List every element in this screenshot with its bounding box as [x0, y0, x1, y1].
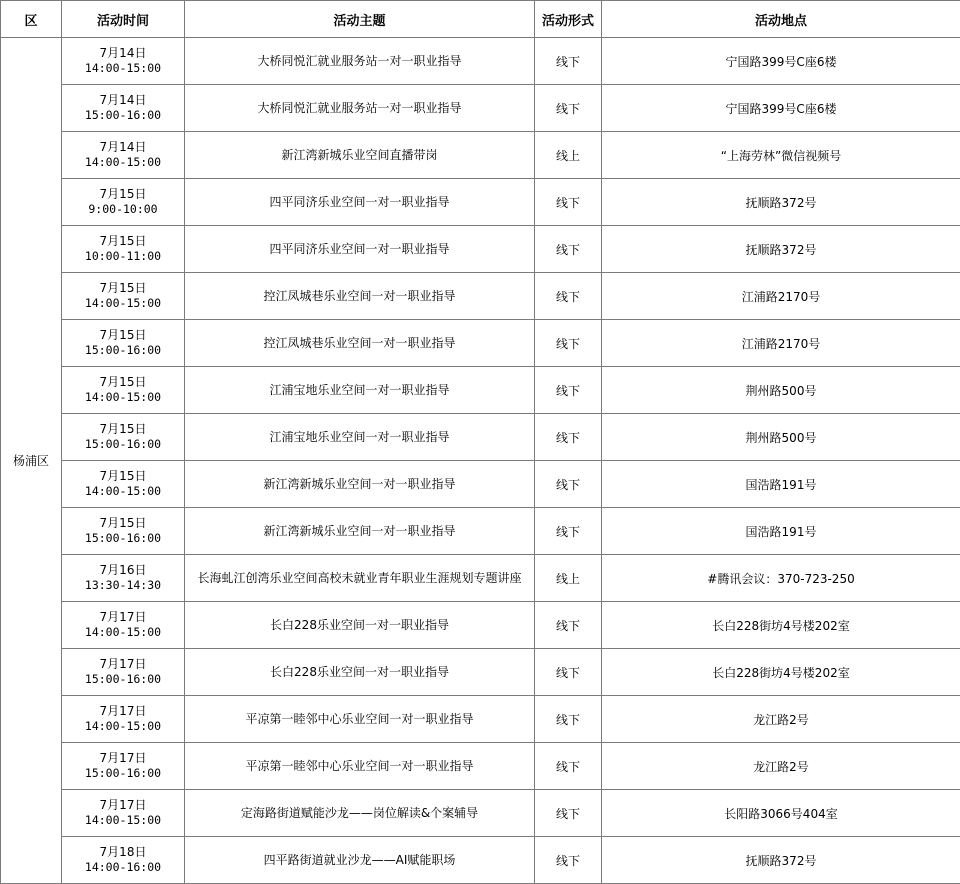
date-text: 7月14日 — [99, 93, 147, 107]
format-cell: 线下 — [535, 696, 602, 743]
theme-cell: 新江湾新城乐业空间直播带岗 — [185, 132, 535, 179]
theme-cell: 长白228乐业空间一对一职业指导 — [185, 649, 535, 696]
time-cell — [62, 555, 185, 602]
table-row — [1, 85, 960, 132]
location-cell: 抚顺路372号 — [602, 226, 960, 273]
time-cell — [62, 226, 185, 273]
theme-cell: 大桥同悦汇就业服务站一对一职业指导 — [185, 85, 535, 132]
format-cell: 线上 — [535, 555, 602, 602]
header-time: 活动时间 — [62, 1, 185, 38]
date-text: 7月17日 — [99, 798, 147, 812]
format-cell: 线下 — [535, 179, 602, 226]
table-row — [1, 320, 960, 367]
hours-text: 13:30-14:30 — [84, 578, 162, 592]
location-cell: 江浦路2170号 — [602, 320, 960, 367]
format-cell: 线下 — [535, 790, 602, 837]
theme-cell: 新江湾新城乐业空间一对一职业指导 — [185, 461, 535, 508]
theme-cell: 长白228乐业空间一对一职业指导 — [185, 602, 535, 649]
hours-text: 14:00-15:00 — [84, 625, 162, 639]
header-theme: 活动主题 — [185, 1, 535, 38]
table-row — [1, 649, 960, 696]
date-text: 7月17日 — [99, 704, 147, 718]
hours-text: 14:00-16:00 — [84, 860, 162, 874]
date-text: 7月15日 — [99, 375, 147, 389]
hours-text: 15:00-16:00 — [84, 531, 162, 545]
header-district: 区 — [1, 1, 62, 38]
time-cell — [62, 837, 185, 884]
hours-text: 10:00-11:00 — [84, 249, 162, 263]
format-cell: 线下 — [535, 320, 602, 367]
format-cell: 线下 — [535, 273, 602, 320]
date-text: 7月15日 — [99, 187, 147, 201]
theme-cell: 长海虬江创湾乐业空间高校未就业青年职业生涯规划专题讲座 — [185, 555, 535, 602]
theme-cell: 四平同济乐业空间一对一职业指导 — [185, 179, 535, 226]
theme-cell: 江浦宝地乐业空间一对一职业指导 — [185, 414, 535, 461]
theme-cell: 定海路街道赋能沙龙——岗位解读&个案辅导 — [185, 790, 535, 837]
time-cell — [62, 320, 185, 367]
location-cell: 宁国路399号C座6楼 — [602, 38, 960, 85]
table-body — [1, 38, 960, 884]
theme-cell: 四平同济乐业空间一对一职业指导 — [185, 226, 535, 273]
table-row — [1, 226, 960, 273]
table-row — [1, 696, 960, 743]
theme-cell: 平凉第一睦邻中心乐业空间一对一职业指导 — [185, 696, 535, 743]
time-cell — [62, 367, 185, 414]
location-cell: 荆州路500号 — [602, 367, 960, 414]
date-text: 7月15日 — [99, 234, 147, 248]
hours-text: 14:00-15:00 — [84, 61, 162, 75]
time-cell — [62, 85, 185, 132]
theme-cell: 四平路街道就业沙龙——AI赋能职场 — [185, 837, 535, 884]
theme-cell: 新江湾新城乐业空间一对一职业指导 — [185, 508, 535, 555]
location-cell: 国浩路191号 — [602, 508, 960, 555]
header-location: 活动地点 — [602, 1, 960, 38]
date-text: 7月18日 — [99, 845, 147, 859]
hours-text: 14:00-15:00 — [84, 296, 162, 310]
time-cell — [62, 649, 185, 696]
location-cell: 抚顺路372号 — [602, 179, 960, 226]
time-cell — [62, 790, 185, 837]
theme-cell: 大桥同悦汇就业服务站一对一职业指导 — [185, 38, 535, 85]
location-cell: 国浩路191号 — [602, 461, 960, 508]
format-cell: 线下 — [535, 226, 602, 273]
table-row — [1, 414, 960, 461]
location-cell: 长阳路3066号404室 — [602, 790, 960, 837]
table-row — [1, 179, 960, 226]
hours-text: 14:00-15:00 — [84, 719, 162, 733]
time-cell — [62, 602, 185, 649]
date-text: 7月15日 — [99, 328, 147, 342]
location-cell: 抚顺路372号 — [602, 837, 960, 884]
table-row — [1, 790, 960, 837]
time-cell — [62, 461, 185, 508]
date-text: 7月14日 — [99, 140, 147, 154]
table-row — [1, 743, 960, 790]
format-cell: 线下 — [535, 743, 602, 790]
date-text: 7月15日 — [99, 516, 147, 530]
table-row — [1, 273, 960, 320]
hours-text: 14:00-15:00 — [84, 813, 162, 827]
location-cell: 宁国路399号C座6楼 — [602, 85, 960, 132]
time-cell — [62, 508, 185, 555]
time-cell — [62, 414, 185, 461]
table-row — [1, 602, 960, 649]
date-text: 7月14日 — [99, 46, 147, 60]
table-row — [1, 38, 960, 85]
location-cell: 龙江路2号 — [602, 743, 960, 790]
theme-cell: 江浦宝地乐业空间一对一职业指导 — [185, 367, 535, 414]
location-cell: 长白228街坊4号楼202室 — [602, 602, 960, 649]
time-cell — [62, 132, 185, 179]
date-text: 7月17日 — [99, 610, 147, 624]
hours-text: 14:00-15:00 — [84, 484, 162, 498]
table-row — [1, 555, 960, 602]
time-cell — [62, 273, 185, 320]
format-cell: 线下 — [535, 367, 602, 414]
table-row — [1, 508, 960, 555]
table-row — [1, 837, 960, 884]
format-cell: 线下 — [535, 837, 602, 884]
theme-cell: 控江凤城巷乐业空间一对一职业指导 — [185, 273, 535, 320]
table-row — [1, 367, 960, 414]
format-cell: 线下 — [535, 38, 602, 85]
format-cell: 线下 — [535, 414, 602, 461]
format-cell: 线上 — [535, 132, 602, 179]
header-format: 活动形式 — [535, 1, 602, 38]
hours-text: 9:00-10:00 — [88, 202, 158, 216]
district-cell: 杨浦区 — [1, 38, 62, 884]
time-cell — [62, 38, 185, 85]
location-cell: 荆州路500号 — [602, 414, 960, 461]
location-cell: “上海劳林”微信视频号 — [602, 132, 960, 179]
table-row — [1, 461, 960, 508]
format-cell: 线下 — [535, 649, 602, 696]
time-cell — [62, 743, 185, 790]
date-text: 7月15日 — [99, 469, 147, 483]
hours-text: 14:00-15:00 — [84, 155, 162, 169]
hours-text: 15:00-16:00 — [84, 672, 162, 686]
theme-cell: 控江凤城巷乐业空间一对一职业指导 — [185, 320, 535, 367]
hours-text: 14:00-15:00 — [84, 390, 162, 404]
date-text: 7月17日 — [99, 657, 147, 671]
format-cell: 线下 — [535, 602, 602, 649]
location-cell: 龙江路2号 — [602, 696, 960, 743]
hours-text: 15:00-16:00 — [84, 108, 162, 122]
header-row — [1, 1, 960, 38]
format-cell: 线下 — [535, 85, 602, 132]
format-cell: 线下 — [535, 508, 602, 555]
location-cell: 江浦路2170号 — [602, 273, 960, 320]
date-text: 7月15日 — [99, 281, 147, 295]
time-cell — [62, 179, 185, 226]
time-cell — [62, 696, 185, 743]
location-cell: #腾讯会议：370-723-250 — [602, 555, 960, 602]
theme-cell: 平凉第一睦邻中心乐业空间一对一职业指导 — [185, 743, 535, 790]
hours-text: 15:00-16:00 — [84, 343, 162, 357]
date-text: 7月15日 — [99, 422, 147, 436]
location-cell: 长白228街坊4号楼202室 — [602, 649, 960, 696]
format-cell: 线下 — [535, 461, 602, 508]
hours-text: 15:00-16:00 — [84, 766, 162, 780]
date-text: 7月16日 — [99, 563, 147, 577]
table-row — [1, 132, 960, 179]
hours-text: 15:00-16:00 — [84, 437, 162, 451]
date-text: 7月17日 — [99, 751, 147, 765]
